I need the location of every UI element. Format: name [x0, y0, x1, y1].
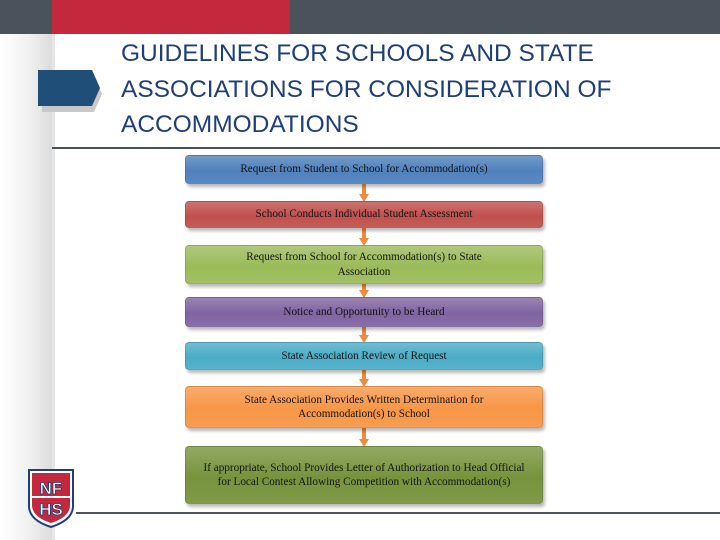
logo-text-nf: NF: [39, 479, 63, 498]
flow-step-written-determination: [185, 386, 543, 428]
footer-divider: [76, 512, 720, 514]
flow-step-school-request: [185, 245, 543, 284]
down-arrow-icon: [359, 327, 369, 343]
flow-step-school-assessment: [185, 201, 543, 228]
flow-step-text: Request from School for Accommodation(s) to State Association: [246, 251, 482, 278]
title-line-1: GUIDELINES FOR SCHOOLS AND STATE: [121, 40, 594, 67]
flow-step-notice-hearing: [185, 297, 543, 327]
logo-text-hs: HS: [39, 500, 63, 519]
down-arrow-icon: [359, 184, 369, 202]
flow-step-text: School Conducts Individual Student Assessment: [255, 208, 473, 221]
flow-step-text: Request from Student to School for Accommodation(s): [240, 163, 488, 176]
down-arrow-icon: [359, 428, 369, 447]
flow-step-student-request: [185, 155, 543, 184]
title-line-2: ASSOCIATIONS FOR CONSIDERATION OF: [121, 75, 612, 103]
down-arrow-icon: [359, 228, 369, 246]
nfhs-logo: [27, 468, 75, 528]
down-arrow-icon: [359, 370, 369, 387]
flow-step-text: Notice and Opportunity to be Heard: [283, 305, 445, 318]
flow-step-text: State Association Provides Written Determination for Accommodation(s) to School: [244, 393, 484, 420]
flow-step-text: State Association Review of Request: [281, 349, 447, 362]
flow-step-letter-authorization: [185, 446, 543, 504]
flow-step-text: If appropriate, School Provides Letter of Authorization to Head Official for Local Contest Allowing Competition with Accommodation(s): [203, 461, 525, 488]
flow-step-association-review: [185, 342, 543, 370]
title-line-3: ACCOMMODATIONS: [121, 111, 359, 138]
down-arrow-icon: [359, 284, 369, 298]
